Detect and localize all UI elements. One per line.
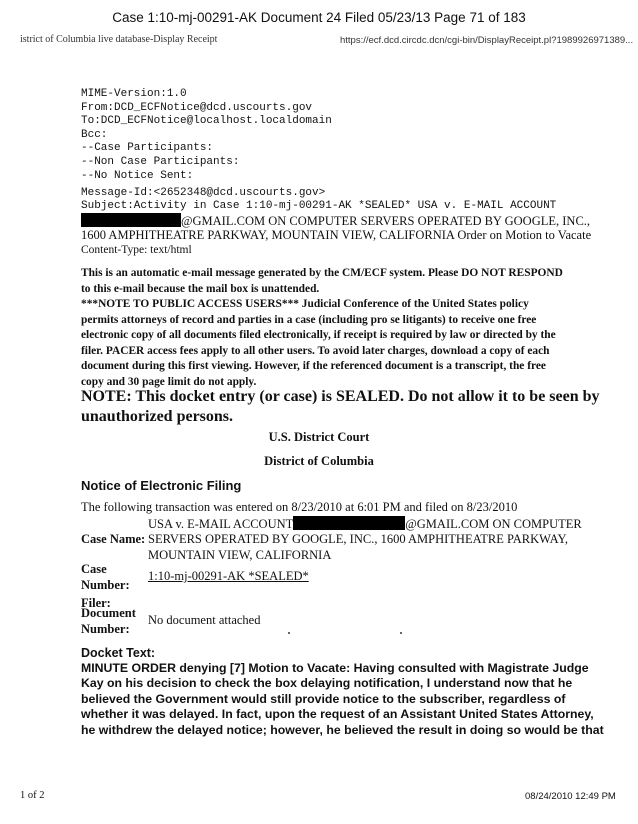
docket-text-line: whether it was delayed. In fact, upon the request of an Assistant United States Attorney, bbox=[81, 707, 594, 722]
case-name-line2: SERVERS OPERATED BY GOOGLE, INC., 1600 AMPHITHEATRE PARKWAY, bbox=[148, 532, 568, 546]
case-name-prefix: USA v. E-MAIL ACCOUNT bbox=[148, 517, 294, 531]
content-type: Content-Type: text/html bbox=[81, 244, 192, 256]
public-notice-line: electronic copy of all documents filed electronically, if receipt is required by law or directed by the bbox=[81, 329, 556, 342]
document-number-label bbox=[81, 606, 136, 636]
public-notice-line: copy and 30 page limit do not apply. bbox=[81, 375, 257, 388]
email-header-line: To:DCD_ECFNotice@localhost.localdomain bbox=[81, 115, 332, 128]
case-number-label-line: Case bbox=[81, 562, 107, 576]
case-name-label: Case Name: bbox=[81, 532, 146, 546]
subject-line2: @GMAIL.COM ON COMPUTER SERVERS OPERATED BY GOOGLE, INC., bbox=[181, 214, 591, 228]
subject-line3: 1600 AMPHITHEATRE PARKWAY, MOUNTAIN VIEW, CALIFORNIA Order on Motion to Vacate bbox=[81, 228, 592, 242]
case-name-suffix: @GMAIL.COM ON COMPUTER bbox=[405, 517, 582, 531]
case-number-label-line: Number: bbox=[81, 578, 130, 592]
auto-notice bbox=[81, 266, 611, 297]
court-filing-header: Case 1:10-mj-00291-AK Document 24 Filed 05/23/13 Page 71 of 183 bbox=[112, 10, 526, 25]
document-number-label-line: Number: bbox=[81, 622, 130, 636]
docket-text-line: he withdrew the delayed notice; however, he believed the result in doing so would be that bbox=[81, 722, 604, 737]
public-notice-line: ***NOTE TO PUBLIC ACCESS USERS*** Judicial Conference of the United States policy bbox=[81, 298, 529, 310]
docket-text-line: MINUTE ORDER denying [7] Motion to Vacate: Having consulted with Magistrate Judge bbox=[81, 661, 589, 675]
email-header-line: --No Notice Sent: bbox=[81, 169, 194, 182]
browser-page-title: istrict of Columbia live database-Display Receipt bbox=[20, 34, 218, 45]
stray-mark bbox=[400, 632, 402, 634]
sealed-notice-line: NOTE: This docket entry (or case) is SEALED. Do not allow it to be seen by bbox=[81, 388, 600, 405]
page-indicator: 1 of 2 bbox=[20, 790, 45, 801]
case-name-line3: MOUNTAIN VIEW, CALIFORNIA bbox=[148, 548, 332, 562]
docket-text bbox=[81, 661, 621, 738]
nef-title: Notice of Electronic Filing bbox=[81, 478, 242, 493]
email-header-line: --Non Case Participants: bbox=[81, 155, 240, 168]
case-name-line1 bbox=[148, 516, 582, 532]
public-notice-line: permits attorneys of record and parties in a case (including pro se litigants) to receive one free bbox=[81, 313, 537, 326]
document-number-label-line: Document bbox=[81, 606, 136, 620]
public-access-notice bbox=[81, 297, 611, 391]
transaction-line: The following transaction was entered on 8/23/2010 at 6:01 PM and filed on 8/23/2010 bbox=[81, 500, 518, 514]
auto-notice-line: to this e-mail because the mail box is unattended. bbox=[81, 282, 320, 295]
docket-text-label: Docket Text: bbox=[81, 646, 156, 660]
email-header-line: --Case Participants: bbox=[81, 142, 214, 155]
sealed-notice-line: unauthorized persons. bbox=[81, 408, 234, 425]
case-number-link[interactable]: 1:10-mj-00291-AK *SEALED* bbox=[148, 569, 309, 583]
sealed-notice bbox=[81, 387, 621, 427]
email-headers-block bbox=[81, 88, 332, 183]
email-header-line: MIME-Version:1.0 bbox=[81, 88, 187, 100]
message-id: Message-Id:<2652348@dcd.uscourts.gov> bbox=[81, 187, 326, 199]
docket-text-line: Kay on his decision to check the box delaying notification, I understand now that he bbox=[81, 676, 573, 691]
district-name: District of Columbia bbox=[264, 454, 374, 468]
redaction-bar bbox=[81, 213, 181, 227]
public-notice-line: document during this first viewing. However, if the referenced document is a transcript, the free bbox=[81, 360, 546, 373]
auto-notice-line: This is an automatic e-mail message generated by the CM/ECF system. Please DO NOT RESPOND bbox=[81, 267, 563, 279]
redaction-bar bbox=[293, 516, 405, 530]
case-number-label bbox=[81, 562, 130, 592]
document-number-value: No document attached bbox=[148, 613, 261, 627]
print-timestamp: 08/24/2010 12:49 PM bbox=[525, 791, 616, 802]
public-notice-line: filer. PACER access fees apply to all other users. To avoid later charges, download a copy of each bbox=[81, 344, 550, 357]
subject-line: Subject:Activity in Case 1:10-mj-00291-AK *SEALED* USA v. E-MAIL ACCOUNT bbox=[81, 200, 557, 212]
court-name: U.S. District Court bbox=[268, 430, 370, 444]
browser-url: https://ecf.dcd.circdc.dcn/cgi-bin/DisplayReceipt.pl?1989926971389... bbox=[340, 35, 634, 46]
email-header-line: From:DCD_ECFNotice@dcd.uscourts.gov bbox=[81, 101, 313, 114]
filer-label: Filer: bbox=[81, 596, 111, 610]
email-header-line: Bcc: bbox=[81, 128, 108, 141]
docket-text-line: believed the Government would still provide notice to the subscriber, regardless of bbox=[81, 691, 566, 706]
stray-mark bbox=[288, 632, 290, 634]
